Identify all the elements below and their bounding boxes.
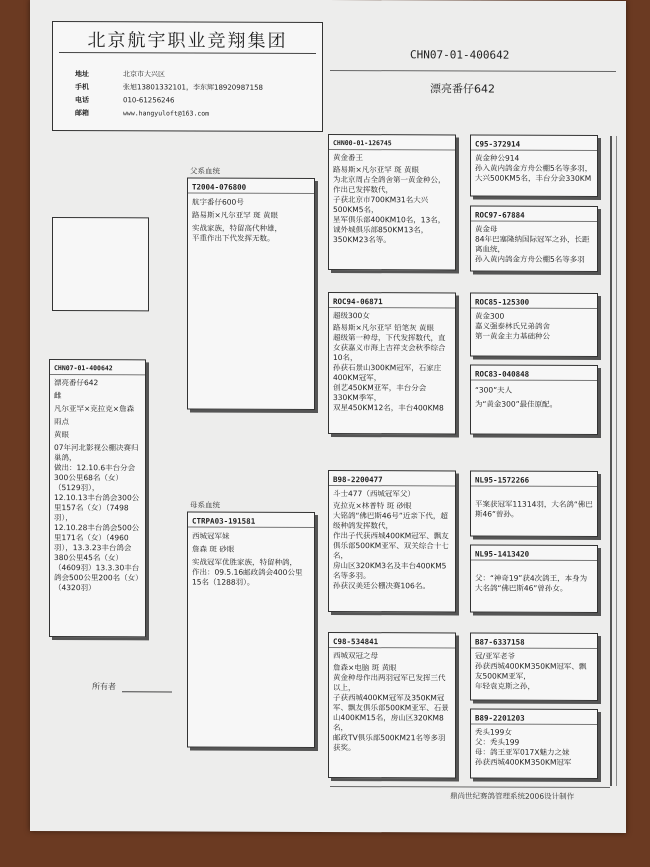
ssd-line-0: 黄金母 [475, 224, 498, 234]
ss-rule [329, 149, 455, 150]
dd-line-0: 西城双冠之母 [333, 651, 378, 661]
subject-line-2: 凡尔亚罕×克拉克×詹森 [54, 404, 135, 414]
sire-ring: T2004-076800 [192, 182, 247, 192]
dam-line-1: 詹森 斑 砂眼 [192, 544, 235, 554]
sire-line-2: 实战家族，特留高代种雄， [192, 223, 282, 233]
sire-card [187, 178, 315, 410]
ds-card [328, 470, 456, 612]
ss-line-3: 子获北京市700KM31名大兴500KM5名， [333, 195, 429, 215]
mobile-label: 手机 [75, 83, 89, 92]
ss-line-4: 星军俱乐部400KM10名，13名， [333, 215, 446, 225]
subject-line-4: 黄眼 [54, 430, 69, 440]
dsd-rule [471, 559, 597, 560]
dds-ring: B87-6337158 [475, 637, 525, 647]
company-divider [59, 52, 316, 54]
dss-rule [471, 485, 597, 486]
sd-card [328, 292, 456, 434]
right-rule-2 [616, 136, 617, 786]
ss-line-0: 黄金番王 [333, 153, 363, 163]
sds-line-1: 嘉义强泰林氏兄弟鸽舍 [475, 321, 550, 331]
ddd-line-2: 母：鸽王亚军017X魅力之妹 [475, 747, 570, 757]
sds-line-0: 黄金300 [475, 311, 505, 321]
subject-line-8: 12.10.28丰台鸽会500公里171名（女）（4960羽），13.3.23丰台鸽会380公里45名（女）（4609羽）13.3.30丰台鸽会500公里200名（女）（4320羽） [54, 523, 140, 593]
dss-ring: NL95-1572266 [475, 475, 530, 485]
subject-line-1: 雌 [54, 391, 62, 401]
ds-ring: B98-2200477 [333, 475, 383, 485]
sds-card [470, 292, 598, 356]
ds-line-1: 克拉克×林普特 斑 砂眼 [333, 501, 412, 511]
sds-rule [471, 307, 597, 308]
ds-line-3: 作出子代获西城400KM冠军、飘友俱乐部500KM亚军、双关综合十七名， [333, 531, 449, 561]
ss-card [328, 134, 456, 270]
sire-line-1: 路易斯×凡尔亚罕 斑 黄眼 [192, 210, 279, 220]
sdd-card [470, 364, 598, 434]
sss-rule [471, 149, 597, 150]
dds-line-2: 年轻袁克斯之孙， [475, 681, 535, 691]
right-rule-1 [610, 136, 612, 786]
sdd-ring: ROC83-040848 [475, 369, 530, 379]
subject-line-7: 12.10.13丰台鸽会300公里157名（女）（7498羽）， [54, 493, 140, 523]
sd-line-3: 孙获石景山300KM冠军，石家庄400KM冠军， [333, 363, 442, 383]
dam-line-3: 作出：09.5.16邮政鸽会400公里15名（1288羽）。 [192, 567, 303, 587]
ds-rule [329, 485, 455, 486]
company-name: 北京航宇职业竞翔集团 [87, 30, 288, 52]
sd-line-2: 超级第一种母，下代发挥数代，直女获嘉义市海上吉祥支会秋季综合10名， [333, 333, 446, 363]
company-fields [75, 68, 89, 120]
sd-line-0: 超级300女 [333, 311, 370, 321]
sds-ring: ROC85-125300 [475, 297, 530, 307]
subject-line-3: 雨点 [54, 417, 69, 427]
footer-text: 鼎尚世纪赛鸽管理系统2006设计制作 [450, 791, 575, 801]
dds-rule [471, 647, 597, 648]
dam-rule [188, 527, 314, 528]
dd-line-3: 子获西城400KM冠军及350KM冠军、飘友俱乐部500KM亚军、石景山400KM15名，房山区320KM8名， [333, 693, 449, 733]
dd-ring: C98-534841 [333, 637, 379, 647]
dam-line-2: 实战冠军优胜家族，特留种鸽， [192, 557, 297, 567]
subject-line-5: 07年河北影视公棚决赛归巢鸽， [54, 443, 139, 463]
dam-ring: CTRPA03-191581 [192, 516, 256, 526]
ds-line-5: 孙获汉美廷公棚决赛106名。 [333, 581, 430, 591]
ss-line-2: 为北京周占全鸽舍第一黄金种公，作出已发挥数代， [333, 175, 446, 195]
ssd-rule [471, 220, 597, 221]
ssd-line-1: 84年巴塞隆纳国际冠军之孙，长距离血统， [475, 234, 590, 254]
ddd-line-3: 孙获西城400KM350KM冠军 [475, 757, 572, 767]
sd-rule [329, 307, 455, 308]
owner-label: 所有者 [92, 682, 116, 692]
ds-line-2: 大铭鸽“佛巴斯46号”近亲下代，超级种鸽发挥数代， [333, 511, 448, 531]
mobile-value: 张旭13801332101，李东辉18920987158 [123, 83, 263, 92]
phone-value: 010-61256246 [123, 96, 175, 105]
ds-line-4: 房山区320KM3名及丰台400KM5名等多羽。 [333, 561, 447, 581]
dds-card [470, 632, 598, 700]
subject-rule [50, 374, 145, 375]
email-value: www.hangyuloft@163.com [123, 109, 210, 118]
ss-line-5: 诚外城俱乐部850KM13名，350KM23名等。 [333, 225, 429, 245]
photo-box [52, 217, 149, 311]
header-rule [330, 70, 616, 72]
dd-line-1: 詹森×电脑 斑 黄眼 [333, 663, 397, 673]
dds-line-1: 孙获西城400KM350KM冠军、飘友500KM亚军， [475, 661, 587, 681]
sss-line-1: 孙入黄内鸽金方舟公棚5名等多羽， [475, 163, 593, 173]
subject-line-0: 漂亮番仔642 [54, 378, 99, 388]
subject-ring: CHN07-01-400642 [54, 364, 113, 373]
sd-ring: ROC94-06871 [333, 297, 383, 307]
ssd-line-2: 孙入黄内鸽金方舟公棚5名等多羽 [475, 254, 585, 264]
sire-line-0: 航宇番仔600号 [192, 197, 244, 207]
ddd-line-0: 秃头199女 [475, 727, 512, 737]
ddd-rule [471, 723, 597, 724]
dd-card [328, 632, 456, 778]
email-label: 邮箱 [75, 109, 89, 118]
sss-card [470, 134, 598, 196]
ddd-ring: B89-2201203 [475, 713, 525, 723]
ssd-ring: ROC97-67884 [475, 210, 525, 220]
ds-line-0: 斗士477（西城冠军父） [333, 489, 415, 499]
sire-line-3: 平重作出下代发挥无数。 [192, 233, 275, 243]
subject-card [49, 359, 146, 637]
footer-rule [330, 786, 610, 788]
dds-line-0: 冠/亚军老爷 [475, 651, 516, 661]
dsd-card [470, 544, 598, 612]
sdd-line-0: “300”夫人 [475, 385, 513, 395]
owner-line [122, 691, 172, 692]
dam-line-label: 母系血统 [190, 500, 220, 510]
sss-line-0: 黄金种公914 [475, 153, 520, 163]
ssd-card [470, 205, 598, 271]
sds-line-2: 第一黄金主力基础种公 [475, 331, 550, 341]
sdd-line-1: 为“黄金300”最佳原配。 [475, 399, 558, 409]
sd-line-4: 创艺450KM亚军，丰台分会330KM季军， [333, 383, 427, 403]
dd-rule [329, 647, 455, 648]
dam-card [187, 512, 315, 748]
ss-ring: CHN00-01-126745 [333, 139, 392, 148]
subject-line-6: 做出：12.10.6丰台分会300公里68名（女）（5129羽）， [54, 463, 136, 493]
dd-line-4: 邮政TV俱乐部500KM21名等多羽获奖。 [333, 733, 446, 753]
dsd-ring: NL95-1413420 [475, 549, 530, 559]
sire-rule [188, 193, 314, 194]
pigeon-name-header: 漂亮番仔642 [430, 82, 495, 96]
sdd-rule [471, 379, 597, 380]
pedigree-sheet [30, 0, 626, 833]
ddd-card [470, 708, 598, 778]
company-card [52, 21, 323, 132]
sss-ring: C95-372914 [475, 139, 521, 149]
sire-line-label: 父系血统 [190, 166, 220, 176]
ring-header: CHN07-01-400642 [410, 48, 510, 62]
sd-line-5: 双星450KM12名，丰台400KM8 [333, 403, 444, 413]
sd-line-1: 路易斯×凡尔亚罕 铅笔灰 黄眼 [333, 323, 435, 333]
phone-label: 电话 [75, 96, 89, 105]
ss-line-1: 路易斯×凡尔亚罕 斑 黄眼 [333, 165, 420, 175]
address-label: 地址 [75, 70, 89, 79]
dss-line-0: 平案获冠军11314羽，大名鸽“佛巴斯46”曾孙。 [475, 499, 593, 519]
dsd-line-0: 父：“神奇19”获4次鸽王，本身为大名鸽“佛巴斯46”曾孙女。 [475, 573, 588, 593]
dd-line-2: 黄金种母作出两羽冠军已发挥三代以上， [333, 673, 446, 693]
address-value: 北京市大兴区 [123, 70, 165, 79]
dam-line-0: 西城冠军妹 [192, 531, 230, 541]
sss-line-2: 大兴500KM5名，丰台分会330KM [475, 173, 592, 183]
ddd-line-1: 父：秃头199 [475, 737, 520, 747]
company-values [123, 68, 263, 120]
dss-card [470, 470, 598, 536]
